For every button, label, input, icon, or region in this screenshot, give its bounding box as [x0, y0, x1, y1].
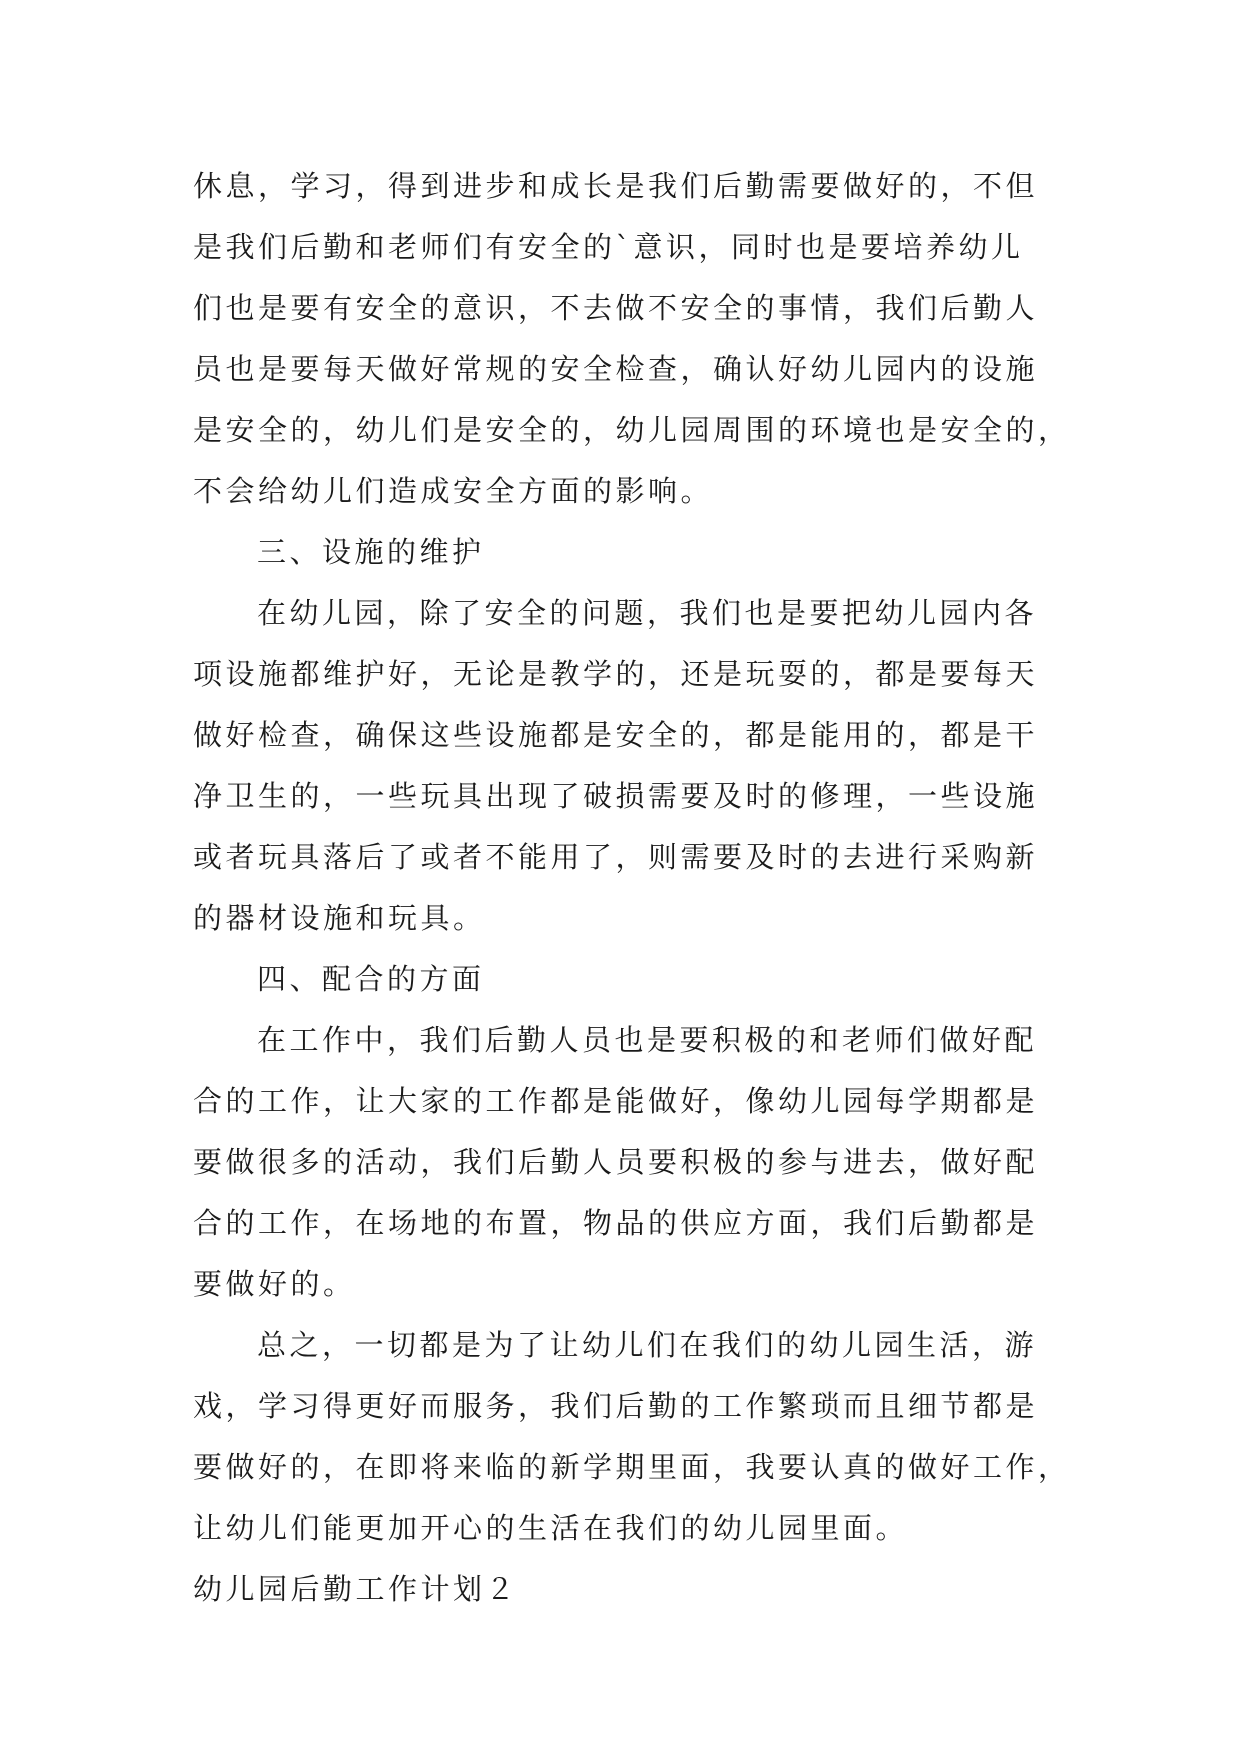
text-line: 合的工作，在场地的布置，物品的供应方面，我们后勤都是 [193, 1206, 1039, 1240]
text-line: 在工作中，我们后勤人员也是要积极的和老师们做好配 [257, 1023, 1038, 1057]
text-line: 是安全的，幼儿们是安全的，幼儿园周围的环境也是安全的， [193, 413, 1071, 447]
text-line: 在幼儿园，除了安全的问题，我们也是要把幼儿园内各 [257, 596, 1038, 630]
text-line: 们也是要有安全的意识，不去做不安全的事情，我们后勤人 [193, 291, 1039, 325]
text-line: 做好检查，确保这些设施都是安全的，都是能用的，都是干 [193, 718, 1039, 752]
text-line: 要做很多的活动，我们后勤人员要积极的参与进去，做好配 [193, 1145, 1039, 1179]
text-line: 净卫生的，一些玩具出现了破损需要及时的修理，一些设施 [193, 779, 1039, 813]
document-body [193, 156, 1071, 1620]
text-line: 戏，学习得更好而服务，我们后勤的工作繁琐而且细节都是 [193, 1389, 1039, 1423]
text-line: 项设施都维护好，无论是教学的，还是玩耍的，都是要每天 [193, 657, 1039, 691]
text-line: 总之，一切都是为了让幼儿们在我们的幼儿园生活，游 [257, 1328, 1038, 1362]
text-line: 合的工作，让大家的工作都是能做好，像幼儿园每学期都是 [193, 1084, 1039, 1118]
text-line: 要做好的。 [193, 1267, 356, 1301]
text-line: 不会给幼儿们造成安全方面的影响。 [193, 474, 714, 508]
text-line: 员也是要每天做好常规的安全检查，确认好幼儿园内的设施 [193, 352, 1039, 386]
text-line: 的器材设施和玩具。 [193, 901, 486, 935]
document-subtitle: 幼儿园后勤工作计划２ [193, 1572, 519, 1606]
section-heading: 三、设施的维护 [257, 535, 485, 569]
text-line: 让幼儿们能更加开心的生活在我们的幼儿园里面。 [193, 1511, 909, 1545]
text-line: 要做好的，在即将来临的新学期里面，我要认真的做好工作， [193, 1450, 1071, 1484]
text-line: 是我们后勤和老师们有安全的`意识，同时也是要培养幼儿 [193, 230, 1024, 264]
section-heading: 四、配合的方面 [257, 962, 485, 996]
text-line: 休息，学习，得到进步和成长是我们后勤需要做好的，不但 [193, 169, 1039, 203]
text-line: 或者玩具落后了或者不能用了，则需要及时的去进行采购新 [193, 840, 1039, 874]
